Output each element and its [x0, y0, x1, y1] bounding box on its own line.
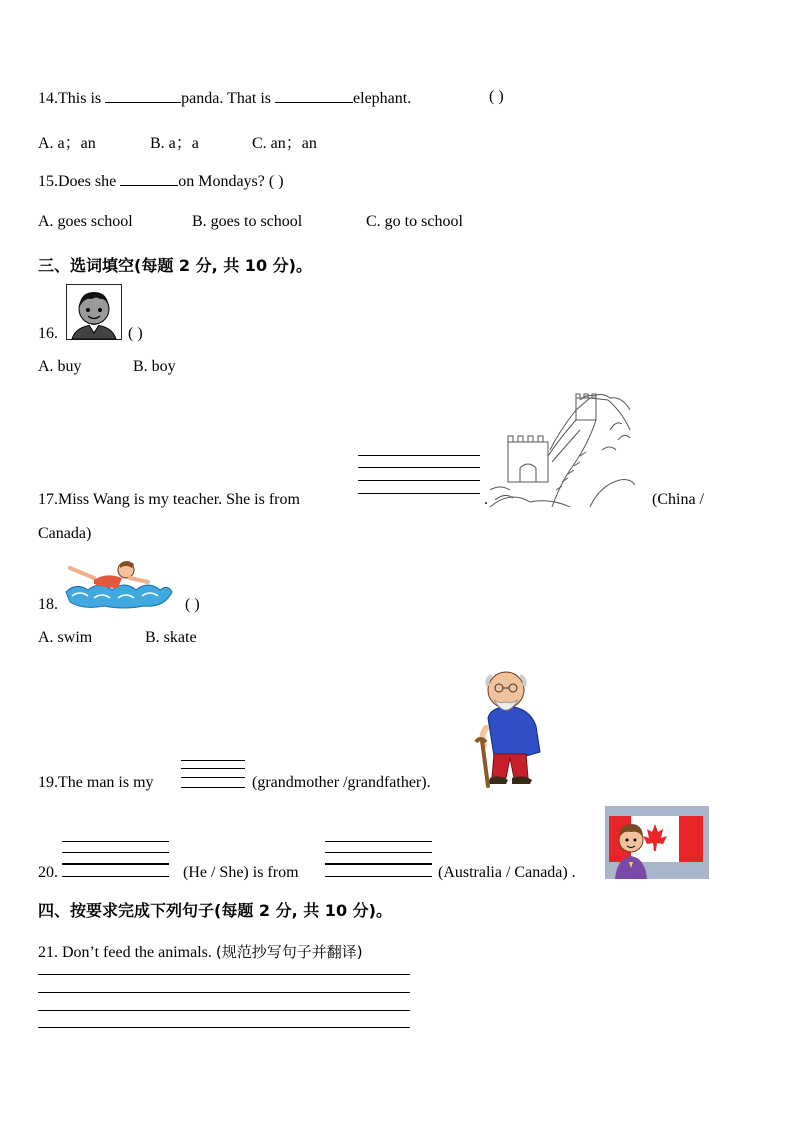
q19-writing-line[interactable]	[181, 787, 245, 788]
q20-writing-line-1[interactable]	[62, 863, 169, 865]
q15-option-b: B. goes to school	[192, 213, 303, 230]
q15-text-1: Does she	[58, 173, 121, 190]
q14-line	[38, 88, 411, 108]
q20-writing-line-2[interactable]	[325, 852, 432, 853]
q20-writing-line-2[interactable]	[325, 841, 432, 842]
q17-choices: (China /	[652, 491, 704, 508]
q21-writing-line[interactable]	[38, 1027, 410, 1028]
q17-writing-line[interactable]	[358, 493, 480, 494]
swimmer-picture	[64, 556, 174, 610]
q20-writing-line-2[interactable]	[325, 876, 432, 877]
q20-choices: (Australia / Canada) .	[438, 864, 576, 881]
q20-number: 20.	[38, 864, 58, 881]
q21-writing-line[interactable]	[38, 1010, 410, 1011]
q20-middle: (He / She) is from	[183, 864, 299, 881]
q15-line	[38, 171, 284, 191]
q21-sentence: 21. Don’t feed the animals.	[38, 944, 212, 961]
q17-writing-line[interactable]	[358, 480, 480, 481]
q20-writing-line-2[interactable]	[325, 863, 432, 865]
q14-text-1: This is	[58, 90, 106, 107]
q14-blank-2[interactable]	[275, 88, 353, 103]
q17-choices-cont: Canada)	[38, 525, 92, 542]
q19-sentence: 19.The man is my	[38, 774, 154, 791]
grandfather-picture	[468, 666, 548, 790]
q19-writing-line[interactable]	[181, 768, 245, 769]
section-4-heading: 四、按要求完成下列句子(每题 2 分, 共 10 分)。	[38, 901, 392, 920]
q17-sentence: 17.Miss Wang is my teacher. She is from	[38, 491, 300, 508]
q17-writing-line[interactable]	[358, 455, 480, 456]
q20-writing-line-1[interactable]	[62, 876, 169, 877]
q18-number: 18.	[38, 596, 58, 613]
q14-option-a: A. a；an	[38, 135, 96, 152]
q21-instruction: (规范抄写句子并翻译)	[215, 943, 363, 961]
q14-answer-paren[interactable]: ( )	[489, 88, 504, 105]
q14-text-2: panda. That is	[181, 90, 276, 107]
q21-writing-line[interactable]	[38, 974, 410, 975]
great-wall-picture	[490, 390, 635, 507]
q15-option-c: C. go to school	[366, 213, 463, 230]
q16-option-b: B. boy	[133, 358, 176, 375]
q14-blank-1[interactable]	[105, 88, 181, 103]
section-3-heading: 三、选词填空(每题 2 分, 共 10 分)。	[38, 256, 312, 275]
q17-writing-line[interactable]	[358, 467, 480, 468]
q14-text-3: elephant.	[353, 90, 412, 107]
q15-option-a: A. goes school	[38, 213, 133, 230]
q18-answer-paren[interactable]: ( )	[185, 596, 200, 613]
q19-choices: (grandmother /grandfather).	[252, 774, 431, 791]
q18-option-b: B. skate	[145, 629, 197, 646]
q16-answer-paren[interactable]: ( )	[128, 325, 143, 342]
q20-writing-line-1[interactable]	[62, 841, 169, 842]
q16-number: 16.	[38, 325, 58, 342]
q19-writing-line[interactable]	[181, 760, 245, 761]
q21-writing-line[interactable]	[38, 992, 410, 993]
canada-flag-boy-picture	[605, 806, 709, 879]
q15-text-2: on Mondays? ( )	[178, 173, 284, 190]
q18-option-a: A. swim	[38, 629, 93, 646]
q14-option-c: C. an；an	[252, 135, 317, 152]
q21-line	[38, 941, 363, 962]
q19-writing-line[interactable]	[181, 777, 245, 778]
boy-picture	[66, 284, 122, 340]
q15-number: 15.	[38, 173, 58, 190]
q20-writing-line-1[interactable]	[62, 852, 169, 853]
q14-option-b: B. a；a	[150, 135, 199, 152]
q17-period: .	[484, 491, 488, 508]
q16-option-a: A. buy	[38, 358, 82, 375]
q14-number: 14.	[38, 90, 58, 107]
q15-blank[interactable]	[120, 171, 178, 186]
